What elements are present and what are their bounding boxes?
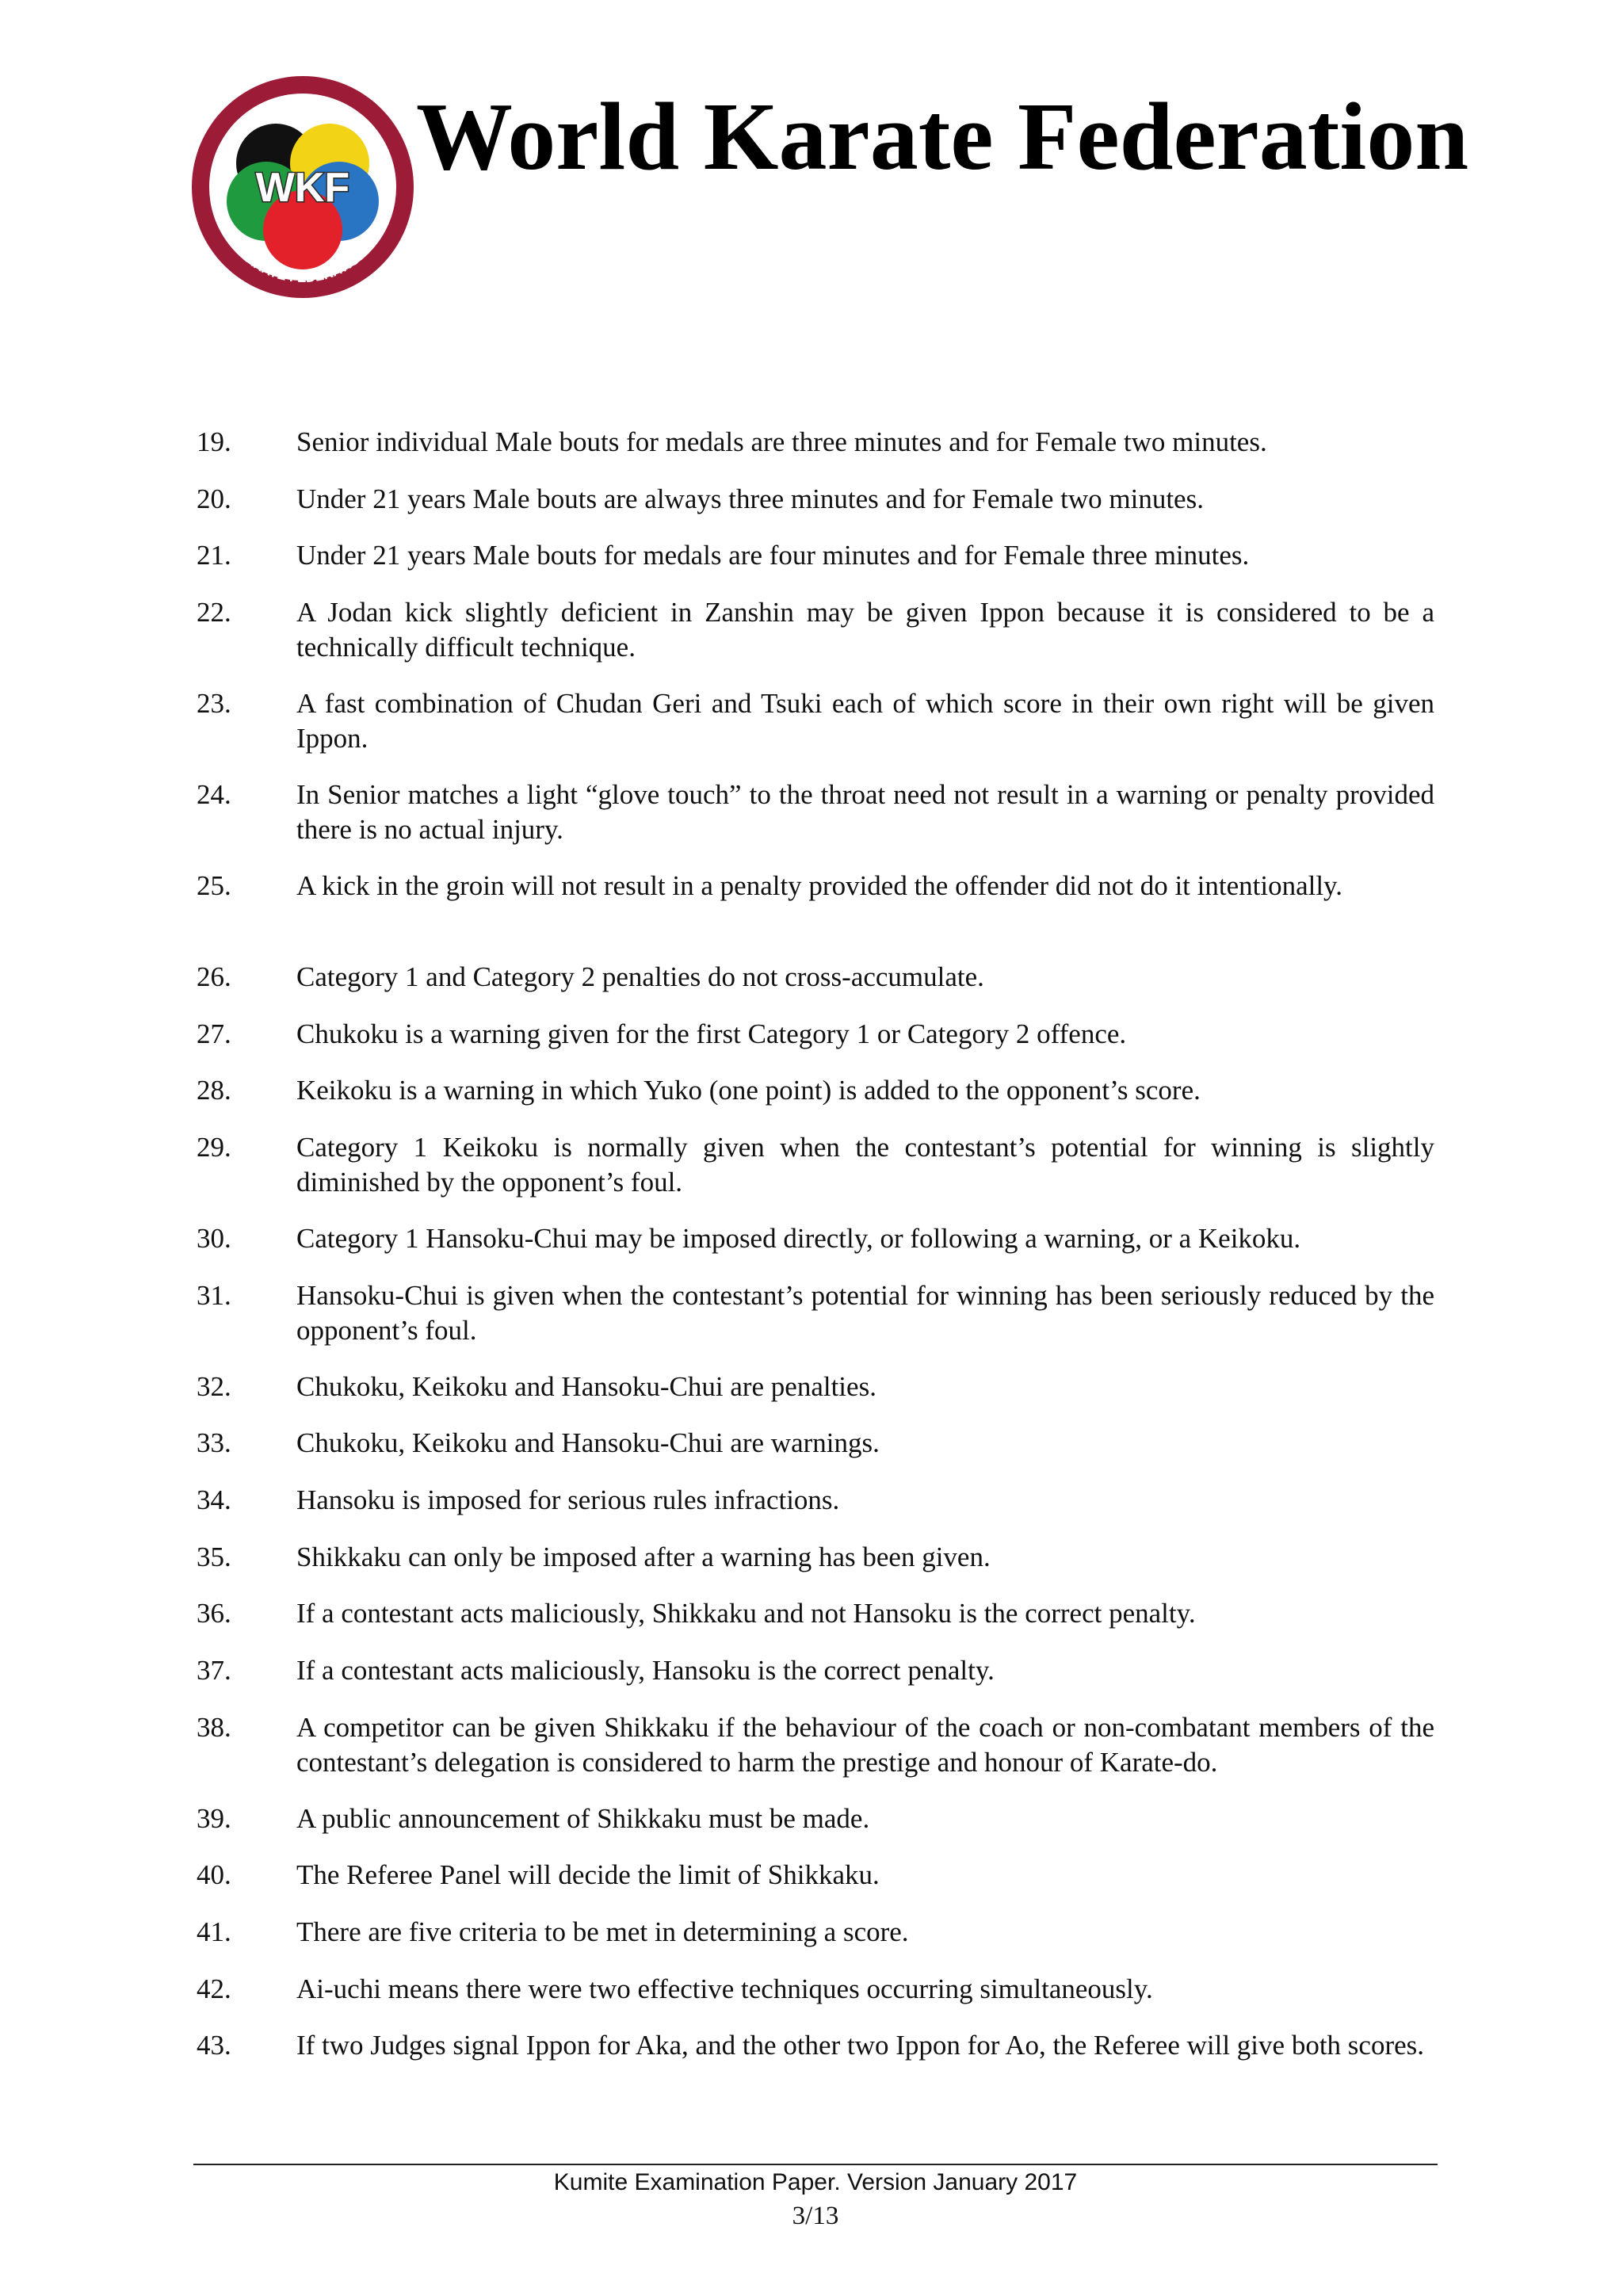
question-item bbox=[197, 1426, 1434, 1461]
question-text: Category 1 Keikoku is normally given when the contestant’s potential for winning is slightly diminished by the opponent’s foul. bbox=[296, 1132, 1434, 1198]
question-item bbox=[197, 777, 1434, 847]
question-number: 30. bbox=[197, 1223, 231, 1254]
document-title: World Karate Federation bbox=[416, 83, 1469, 190]
question-number: 26. bbox=[197, 961, 231, 992]
question-item bbox=[197, 1540, 1434, 1575]
question-number: 31. bbox=[197, 1280, 231, 1311]
question-item bbox=[197, 960, 1434, 995]
question-text: A kick in the groin will not result in a penalty provided the offender did not do it intentionally. bbox=[296, 870, 1343, 901]
question-text: Chukoku is a warning given for the first Category 1 or Category 2 offence. bbox=[296, 1018, 1127, 1049]
question-item bbox=[197, 1801, 1434, 1836]
question-text: Under 21 years Male bouts for medals are four minutes and for Female three minutes. bbox=[296, 540, 1250, 571]
question-item bbox=[197, 1370, 1434, 1404]
question-number: 40. bbox=[197, 1859, 231, 1890]
question-text: There are five criteria to be met in determining a score. bbox=[296, 1916, 909, 1947]
question-item bbox=[197, 595, 1434, 665]
question-number: 27. bbox=[197, 1018, 231, 1049]
question-item bbox=[197, 1483, 1434, 1518]
logo-top-text: WORLD bbox=[271, 96, 334, 119]
question-number: 39. bbox=[197, 1803, 231, 1834]
question-text: If a contestant acts maliciously, Shikkaku and not Hansoku is the correct penalty. bbox=[296, 1598, 1196, 1629]
question-number: 41. bbox=[197, 1916, 231, 1947]
question-number: 19. bbox=[197, 426, 231, 457]
question-text: If a contestant acts maliciously, Hansoku is the correct penalty. bbox=[296, 1655, 995, 1686]
question-text: A fast combination of Chudan Geri and Tsuki each of which score in their own right will be given Ippon. bbox=[296, 688, 1434, 754]
question-text: Keikoku is a warning in which Yuko (one point) is added to the opponent’s score. bbox=[296, 1075, 1201, 1106]
question-item bbox=[197, 1278, 1434, 1348]
question-number: 24. bbox=[197, 779, 231, 810]
footer-title: Kumite Examination Paper. Version January 2017 bbox=[553, 2169, 1078, 2195]
question-text: Chukoku, Keikoku and Hansoku-Chui are warnings. bbox=[296, 1427, 880, 1458]
question-item bbox=[197, 482, 1434, 517]
question-text: A public announcement of Shikkaku must be made. bbox=[296, 1803, 870, 1834]
question-item bbox=[197, 869, 1434, 904]
question-item bbox=[197, 1221, 1434, 1256]
question-item bbox=[197, 425, 1434, 460]
question-item bbox=[197, 2028, 1434, 2063]
question-text: Category 1 Hansoku-Chui may be imposed directly, or following a warning, or a Keikoku. bbox=[296, 1223, 1301, 1254]
question-number: 29. bbox=[197, 1132, 231, 1163]
question-number: 43. bbox=[197, 2030, 231, 2061]
question-text: In Senior matches a light “glove touch” to the throat need not result in a warning or penalty provided there is no actual injury. bbox=[296, 779, 1434, 845]
question-number: 36. bbox=[197, 1598, 231, 1629]
footer-divider bbox=[193, 2164, 1438, 2165]
question-item bbox=[197, 686, 1434, 756]
question-item bbox=[197, 1972, 1434, 2007]
question-number: 21. bbox=[197, 540, 231, 571]
question-item bbox=[197, 1710, 1434, 1780]
question-item bbox=[197, 538, 1434, 573]
question-text: Hansoku is imposed for serious rules infractions. bbox=[296, 1484, 840, 1515]
question-text: Under 21 years Male bouts are always three minutes and for Female two minutes. bbox=[296, 483, 1204, 514]
question-item bbox=[197, 1596, 1434, 1631]
question-number: 35. bbox=[197, 1541, 231, 1572]
question-item bbox=[197, 1653, 1434, 1688]
question-text: Category 1 and Category 2 penalties do not cross-accumulate. bbox=[296, 961, 984, 992]
question-text: A competitor can be given Shikkaku if the behaviour of the coach or non-combatant members of the contestant’s delegation is considered to harm the prestige and honour of Karate-do. bbox=[296, 1712, 1434, 1778]
question-text: The Referee Panel will decide the limit of Shikkaku. bbox=[296, 1859, 880, 1890]
page-number: 3/13 bbox=[792, 2202, 839, 2230]
question-number: 33. bbox=[197, 1427, 231, 1458]
question-item bbox=[197, 1073, 1434, 1108]
question-number: 42. bbox=[197, 1973, 231, 2004]
question-item bbox=[197, 1858, 1434, 1893]
question-number: 20. bbox=[197, 483, 231, 514]
question-number: 22. bbox=[197, 597, 231, 628]
question-text: Senior individual Male bouts for medals are three minutes and for Female two minutes. bbox=[296, 426, 1267, 457]
question-text: Chukoku, Keikoku and Hansoku-Chui are penalties. bbox=[296, 1371, 876, 1402]
question-item bbox=[197, 1915, 1434, 1950]
question-text: Shikkaku can only be imposed after a warning has been given. bbox=[296, 1541, 991, 1572]
question-number: 34. bbox=[197, 1484, 231, 1515]
question-number: 38. bbox=[197, 1712, 231, 1743]
logo-bottom-text: KARATE FEDERATION bbox=[235, 245, 370, 286]
question-item bbox=[197, 1017, 1434, 1052]
question-item bbox=[197, 1130, 1434, 1200]
wkf-logo bbox=[190, 74, 415, 300]
question-text: Ai-uchi means there were two effective techniques occurring simultaneously. bbox=[296, 1973, 1153, 2004]
question-number: 32. bbox=[197, 1371, 231, 1402]
question-number: 23. bbox=[197, 688, 231, 719]
logo-center-text: WKF bbox=[255, 165, 350, 211]
question-number: 37. bbox=[197, 1655, 231, 1686]
question-text: A Jodan kick slightly deficient in Zanshin may be given Ippon because it is considered to be a technically difficult technique. bbox=[296, 597, 1434, 663]
question-text: Hansoku-Chui is given when the contestant’s potential for winning has been seriously reduced by the opponent’s foul. bbox=[296, 1280, 1434, 1346]
question-text: If two Judges signal Ippon for Aka, and the other two Ippon for Ao, the Referee will give both scores. bbox=[296, 2030, 1425, 2061]
question-number: 28. bbox=[197, 1075, 231, 1106]
question-number: 25. bbox=[197, 870, 231, 901]
